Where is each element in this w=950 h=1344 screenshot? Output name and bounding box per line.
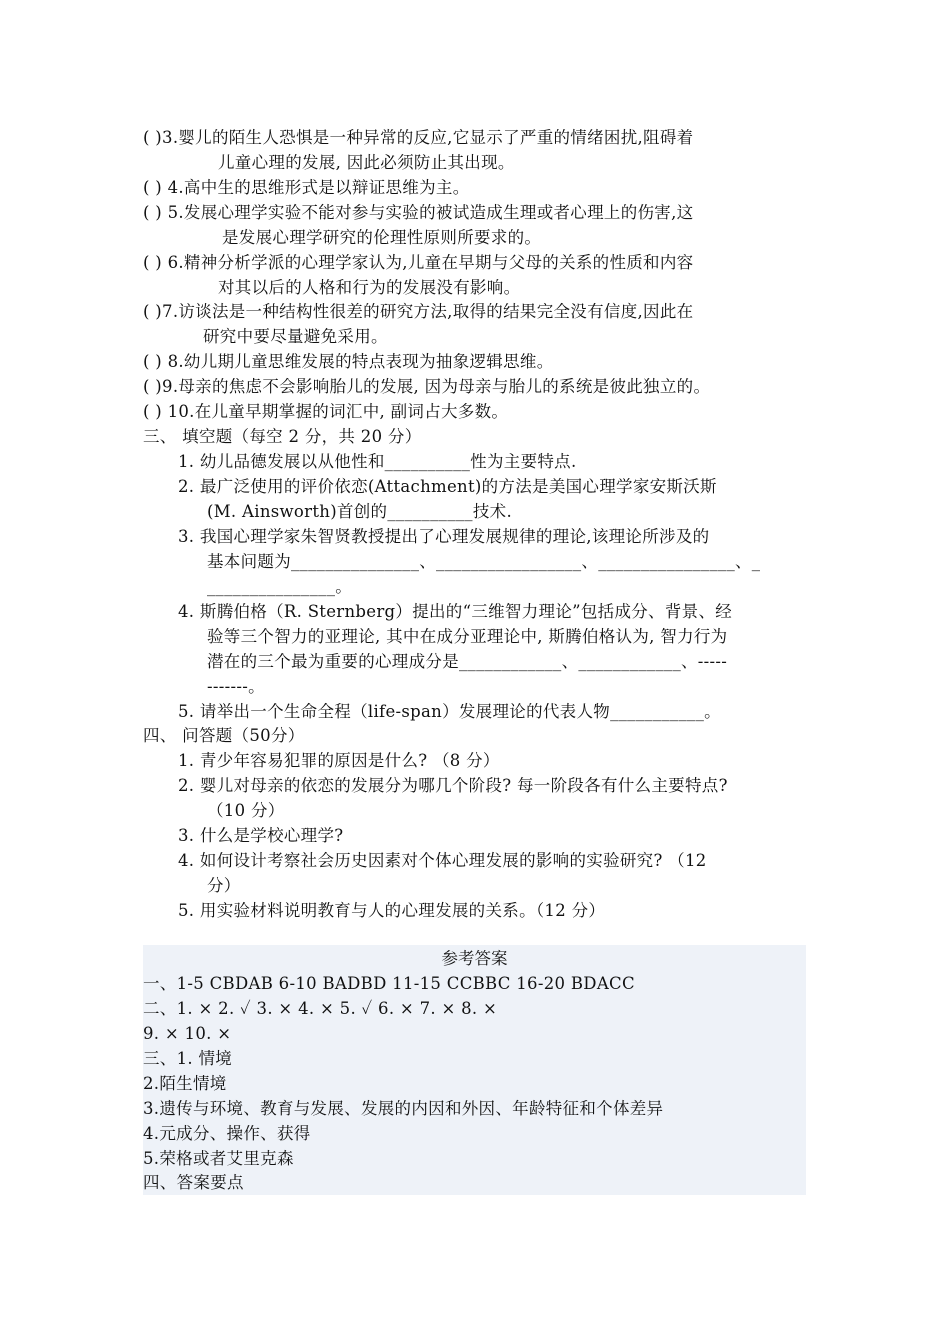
qa-item-4: 4. 如何设计考察社会历史因素对个体心理发展的影响的实验研究? （12: [178, 851, 707, 870]
fill-item-3-cont: 基本问题为_______________、_________________、________________、_: [207, 552, 761, 571]
tf-question-8: ( ) 8.幼儿期儿童思维发展的特点表现为抽象逻辑思维。: [143, 352, 554, 371]
tf-question-3: ( )3.婴儿的陌生人恐惧是一种异常的反应,它显示了严重的情绪困扰,阻碍着: [143, 128, 694, 147]
answer-line-2: 二、1. × 2. ✓ 3. × 4. × 5. ✓ 6. × 7. × 8. ×: [143, 999, 498, 1018]
answer-line-3: 9. × 10. ×: [143, 1024, 232, 1043]
qa-item-3: 3. 什么是学校心理学?: [178, 826, 344, 845]
tf-question-4: ( ) 4.高中生的思维形式是以辩证思维为主。: [143, 178, 470, 197]
tf-question-5: ( ) 5.发展心理学实验不能对参与实验的被试造成生理或者心理上的伤害,这: [143, 203, 694, 222]
answer-line-7: 4.元成分、操作、获得: [143, 1124, 311, 1143]
answer-line-8: 5.荣格或者艾里克森: [143, 1149, 294, 1168]
tf-question-5-cont: 是发展心理学研究的伦理性原则所要求的。: [222, 228, 542, 247]
fill-item-3-cont2: _______________。: [207, 577, 353, 596]
tf-question-9: ( )9.母亲的焦虑不会影响胎儿的发展, 因为母亲与胎儿的系统是彼此独立的。: [143, 377, 711, 396]
answer-line-6: 3.遗传与环境、教育与发展、发展的内因和外因、年龄特征和个体差异: [143, 1099, 664, 1118]
answer-line-5: 2.陌生情境: [143, 1074, 227, 1093]
tf-question-7-cont: 研究中要尽量避免采用。: [203, 327, 388, 346]
section-4-heading: 四、 问答题（50分）: [143, 726, 305, 745]
fill-item-4-cont3: -------。: [207, 677, 265, 696]
fill-item-4-cont: 验等三个智力的亚理论, 其中在成分亚理论中, 斯腾伯格认为, 智力行为: [207, 627, 728, 646]
fill-item-2-cont: (M. Ainsworth)首创的__________技术.: [207, 502, 512, 521]
fill-item-4: 4. 斯腾伯格（R. Sternberg）提出的“三维智力理论”包括成分、背景、经: [178, 602, 733, 621]
answer-key-panel: [143, 945, 806, 1195]
qa-item-5: 5. 用实验材料说明教育与人的心理发展的关系。（12 分）: [178, 901, 606, 920]
answer-line-9: 四、答案要点: [143, 1173, 244, 1192]
answer-line-1: 一、1-5 CBDAB 6-10 BADBD 11-15 CCBBC 16-20 BDACC: [143, 974, 635, 993]
qa-item-1: 1. 青少年容易犯罪的原因是什么? （8 分）: [178, 751, 500, 770]
fill-item-1: 1. 幼儿品德发展以从他性和__________性为主要特点.: [178, 452, 577, 471]
answer-key-title: 参考答案: [441, 949, 508, 968]
answer-line-4: 三、1. 情境: [143, 1049, 233, 1068]
tf-question-3-cont: 儿童心理的发展, 因此必须防止其出现。: [218, 153, 515, 172]
qa-item-4-cont: 分）: [207, 876, 241, 895]
qa-item-2-cont: （10 分）: [207, 801, 285, 820]
tf-question-10: ( ) 10.在儿童早期掌握的词汇中, 副词占大多数。: [143, 402, 509, 421]
tf-question-7: ( )7.访谈法是一种结构性很差的研究方法,取得的结果完全没有信度,因此在: [143, 302, 694, 321]
fill-item-4-cont2: 潜在的三个最为重要的心理成分是____________、____________、-----: [207, 652, 728, 671]
fill-item-2: 2. 最广泛使用的评价依恋(Attachment)的方法是美国心理学家安斯沃斯: [178, 477, 717, 496]
fill-item-3: 3. 我国心理学家朱智贤教授提出了心理发展规律的理论,该理论所涉及的: [178, 527, 710, 546]
tf-question-6: ( ) 6.精神分析学派的心理学家认为,儿童在早期与父母的关系的性质和内容: [143, 253, 694, 272]
tf-question-6-cont: 对其以后的人格和行为的发展没有影响。: [218, 278, 521, 297]
qa-item-2: 2. 婴儿对母亲的依恋的发展分为哪几个阶段? 每一阶段各有什么主要特点?: [178, 776, 728, 795]
fill-item-5: 5. 请举出一个生命全程（life-span）发展理论的代表人物___________。: [178, 702, 721, 721]
section-3-heading: 三、 填空题（每空 2 分，共 20 分）: [143, 427, 422, 446]
